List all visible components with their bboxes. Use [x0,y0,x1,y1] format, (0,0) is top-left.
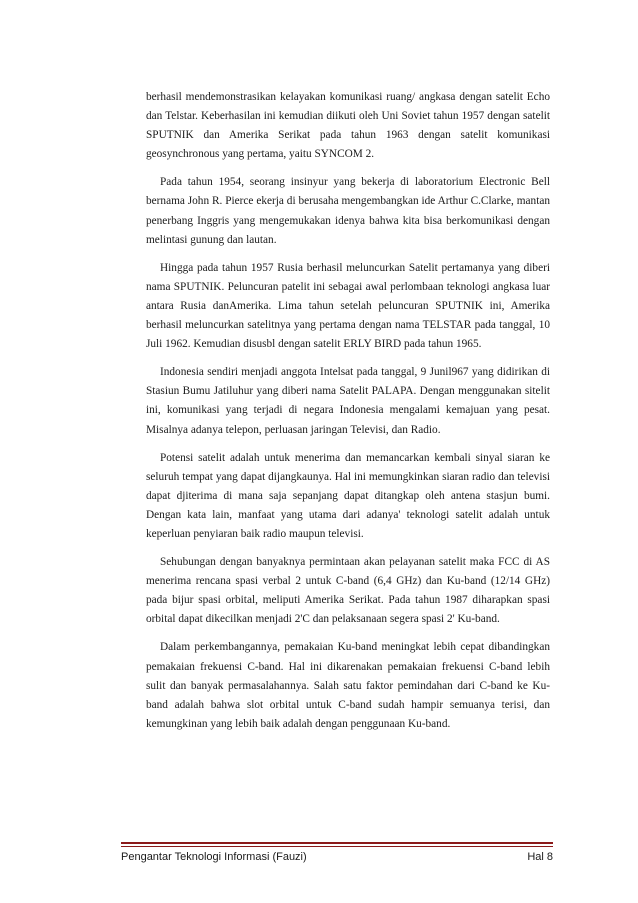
paragraph-3: Hingga pada tahun 1957 Rusia berhasil meluncurkan Satelit pertamanya yang diberi nama SPUTNIK. Peluncuran patelit ini sebagai awal perlombaan teknologi angkasa luar antara Rusia danAmerika. Lima tahun setelah peluncuran SPUTNIK ini, Amerika berhasil meluncurkan satelitnya yang pertama dengan nama TELSTAR pada tanggal, 10 Juli 1962. Kemudian disusbl dengan satelit ERLY BIRD pada tahun 1965. [146,261,550,351]
paragraph-4: Indonesia sendiri menjadi anggota Intelsat pada tanggal, 9 Junil967 yang didirikan di Stasiun Bumu Jatiluhur yang diberi nama Satelit PALAPA. Dengan menggunakan sitelit ini, komunikasi yang terjadi di negara Indonesia mengalami kemajuan yang pesat. Misalnya adanya telepon, perluasan jaringan Televisi, dan Radio. [146,366,550,436]
footer-title: Pengantar Teknologi Informasi (Fauzi) [121,851,307,863]
paragraph-1: berhasil mendemonstrasikan kelayakan komunikasi ruang/ angkasa dengan satelit Echo dan Telstar. Keberhasilan ini kemudian diikuti oleh Uni Soviet tahun 1957 dengan satelit SPUTNIK dan Amerika Serikat pada tahun 1963 dengan satelit komunikasi geosynchronous yang pertama, yaitu SYNCOM 2. [146,91,550,161]
page-body [146,88,550,743]
paragraph-5: Potensi satelit adalah untuk menerima dan memancarkan kembali sinyal siaran ke seluruh tempat yang dapat dijangkaunya. Hal ini memungkinkan siaran radio dan televisi dapat djiterima di mana saja sepanjang dapat ditangkap oleh antena stasjun bumi. Dengan kata lain, manfaat yang utama dari adanya' teknologi satelit adalah untuk keperluan penyiaran baik radio maupun televisi. [146,451,550,540]
page-footer [121,851,553,863]
paragraph-2: Pada tahun 1954, seorang insinyur yang bekerja di laboratorium Electronic Bell bernama John R. Pierce ekerja di berusaha mengembangkan ide Arthur C.Clarke, mantan penerbang Inggris yang mengemukakan idenya bahwa kita bisa berkomunikasi dengan melintasi gunung dan lautan. [146,176,550,246]
paragraph-6: Sehubungan dengan banyaknya permintaan akan pelayanan satelit maka FCC di AS menerima rencana spasi verbal 2 untuk C-band (6,4 GHz) dan Ku-band (12/14 GHz) pada bijur spasi orbital, meliputi Amerika Serikat. Pada tahun 1987 diharapkan spasi orbital dapat dikecilkan menjadi 2'C dan pelaksanaan segera spasi 2' Ku-band. [146,556,550,626]
paragraph-7: Dalam perkembangannya, pemakaian Ku-band meningkat lebih cepat dibandingkan pemakaian frekuensi C-band. Hal ini dikarenakan pemakaian frekuensi C-band lebih sulit dan banyak permasalahannya. Salah satu faktor pemindahan dari C-band ke Ku-band adalah bahwa slot orbital untuk C-band sudah hampir semuanya terisi, dan kemungkinan yang lebih baik adalah dengan penggunaan Ku-band. [146,641,550,730]
page-number: Hal 8 [527,851,553,863]
footer-divider [121,842,553,844]
footer-divider-thin [121,846,553,847]
